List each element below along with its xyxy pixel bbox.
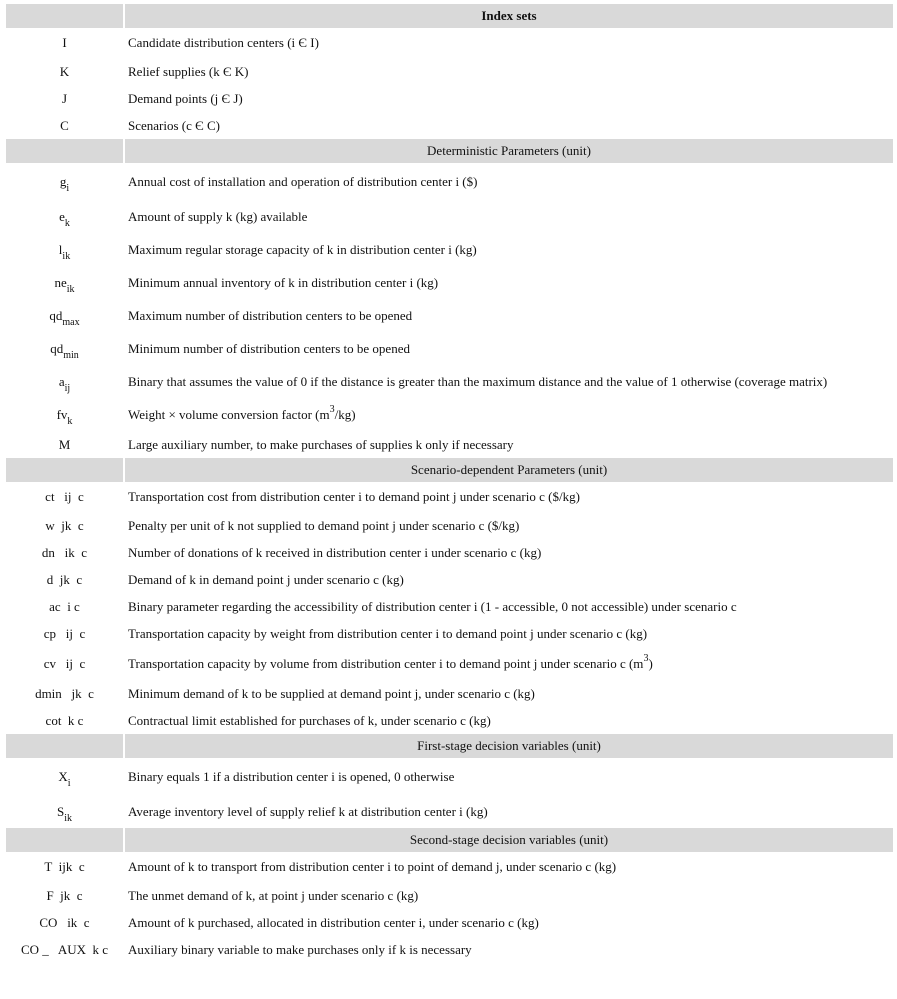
table-row [6, 593, 893, 620]
description: Maximum number of distribution centers to be opened [128, 307, 413, 323]
description-text: Transportation capacity by volume from distribution center i to demand point j under scenario c (m [128, 655, 644, 671]
symbol-text: cp ij c [43, 625, 86, 641]
description: Minimum number of distribution centers to be opened [128, 340, 410, 356]
description-text: ) [648, 655, 653, 671]
symbol-text: CO _ AUX k c [20, 941, 109, 957]
table-row [6, 112, 893, 139]
description: Auxiliary binary variable to make purchases only if k is necessary [128, 941, 472, 957]
symbol-text: ac i c [49, 598, 80, 614]
description: Demand of k in demand point j under scenario c (kg) [128, 571, 404, 587]
symbol-text: X [58, 768, 68, 784]
table-row [6, 680, 893, 707]
description: Binary equals 1 if a distribution center i is opened, 0 otherwise [128, 768, 455, 784]
description: Candidate distribution centers (i Є I) [128, 35, 319, 50]
description: Annual cost of installation and operation of distribution center i ($) [128, 173, 478, 189]
symbol [6, 936, 123, 963]
description: Contractual limit established for purchases of k, under scenario c (kg) [128, 712, 491, 728]
symbol-text: S [56, 803, 65, 819]
symbol-subscript: max [62, 316, 80, 328]
description: Binary that assumes the value of 0 if the distance is greater than the maximum distance and the value of 1 otherwise (coverage matrix) [128, 373, 828, 389]
table-row [6, 852, 893, 882]
section-header-blank [6, 828, 123, 852]
symbol-subscript: k [67, 415, 73, 427]
symbol-text: g [59, 173, 67, 189]
symbol-text: l [58, 241, 63, 257]
description: Minimum annual inventory of k in distribution center i (kg) [128, 274, 439, 290]
symbol-text: F jk c [46, 887, 83, 903]
symbol-text: w jk c [45, 517, 84, 533]
description: Amount of k to transport from distribution center i to point of demand j, under scenario c (kg) [128, 859, 617, 874]
symbol-text: e [59, 208, 65, 224]
symbol [6, 680, 123, 707]
symbol [6, 299, 123, 332]
symbol [6, 882, 123, 909]
description [125, 647, 893, 680]
table-row [6, 266, 893, 299]
section-header-first-stage-variables [6, 734, 893, 758]
section-header-deterministic-parameters [6, 139, 893, 163]
symbol [6, 28, 123, 58]
symbol [6, 112, 123, 139]
table-row [6, 482, 893, 512]
symbol [6, 431, 123, 458]
symbol-text: ne [54, 274, 67, 290]
table-row [6, 620, 893, 647]
description: Minimum demand of k to be supplied at demand point j, under scenario c (kg) [128, 685, 535, 701]
table-row [6, 163, 893, 200]
symbol-text: CO ik c [39, 914, 90, 930]
table-row [6, 299, 893, 332]
notation-table [4, 4, 895, 963]
table-row [6, 200, 893, 233]
description: Transportation capacity by weight from distribution center i to demand point j under scenario c (kg) [128, 625, 648, 641]
description: Amount of k purchased, allocated in distribution center i, under scenario c (kg) [128, 914, 539, 930]
symbol [6, 539, 123, 566]
symbol [6, 266, 123, 299]
table-row [6, 431, 893, 458]
section-title: Scenario-dependent Parameters (unit) [125, 458, 893, 482]
symbol [6, 398, 123, 431]
section-header-blank [6, 458, 123, 482]
description: Large auxiliary number, to make purchases of supplies k only if necessary [128, 436, 514, 452]
table-row [6, 365, 893, 398]
table-row [6, 936, 893, 963]
section-header-blank [6, 139, 123, 163]
symbol-subscript: i [66, 182, 70, 194]
description: Relief supplies (k Є K) [128, 63, 249, 79]
section-header-blank [6, 4, 123, 28]
symbol [6, 909, 123, 936]
symbol [6, 365, 123, 398]
symbol [6, 795, 123, 828]
description: The unmet demand of k, at point j under scenario c (kg) [128, 887, 419, 903]
symbol-subscript: ij [64, 382, 71, 394]
symbol-subscript: ik [62, 250, 71, 262]
description: Number of donations of k received in distribution center i under scenario c (kg) [128, 544, 542, 560]
symbol-text: qd [50, 340, 64, 356]
table-row [6, 909, 893, 936]
description: Average inventory level of supply relief k at distribution center i (kg) [128, 803, 488, 819]
section-title: Deterministic Parameters (unit) [125, 139, 893, 163]
symbol-text: J [61, 90, 68, 106]
symbol [6, 647, 123, 680]
section-title: Second-stage decision variables (unit) [125, 828, 893, 852]
symbol [6, 620, 123, 647]
description: Scenarios (c Є C) [128, 117, 220, 133]
symbol-text: fv [56, 406, 68, 422]
table-row [6, 233, 893, 266]
symbol-text: C [60, 117, 69, 133]
description: Binary parameter regarding the accessibility of distribution center i (1 - accessible, 0 not accessible) under scenario c [128, 598, 737, 614]
description-superscript: 3 [643, 652, 649, 664]
symbol-text: cv ij c [43, 655, 86, 671]
table-row [6, 398, 893, 431]
symbol-text: qd [49, 307, 63, 323]
section-header-blank [6, 734, 123, 758]
symbol-text: T ijk c [44, 859, 85, 874]
table-row [6, 332, 893, 365]
table-row [6, 566, 893, 593]
symbol-subscript: ik [66, 283, 75, 295]
description-text: Weight × volume conversion factor (m [128, 406, 330, 422]
symbol-subscript: k [64, 217, 70, 229]
section-header-scenario-parameters [6, 458, 893, 482]
table-row [6, 707, 893, 734]
symbol-text: M [58, 436, 71, 452]
description: Penalty per unit of k not supplied to demand point j under scenario c ($/kg) [128, 517, 520, 533]
symbol-subscript: min [63, 349, 79, 361]
table-row [6, 882, 893, 909]
section-header-index-sets [6, 4, 893, 28]
symbol [6, 512, 123, 539]
symbol-text: d jk c [46, 571, 83, 587]
symbol-text: K [59, 63, 70, 79]
description [125, 398, 893, 431]
table-row [6, 795, 893, 828]
symbol-text: dmin jk c [35, 685, 94, 701]
description: Amount of supply k (kg) available [128, 208, 308, 224]
symbol-text: cot k c [45, 712, 84, 728]
description-superscript: 3 [329, 403, 335, 415]
symbol [6, 758, 123, 795]
description: Demand points (j Є J) [128, 90, 243, 106]
description-text: /kg) [334, 406, 356, 422]
table-row [6, 647, 893, 680]
symbol [6, 332, 123, 365]
section-header-second-stage-variables [6, 828, 893, 852]
symbol [6, 566, 123, 593]
symbol-subscript: i [67, 777, 71, 789]
symbol [6, 163, 123, 200]
section-title: First-stage decision variables (unit) [125, 734, 893, 758]
symbol [6, 85, 123, 112]
table-row [6, 512, 893, 539]
table-row [6, 539, 893, 566]
table-row [6, 58, 893, 85]
symbol-text: ct ij c [45, 489, 84, 504]
symbol [6, 233, 123, 266]
symbol-text: I [62, 35, 67, 50]
section-title: Index sets [125, 4, 893, 28]
description: Maximum regular storage capacity of k in distribution center i (kg) [128, 241, 477, 257]
symbol [6, 852, 123, 882]
symbol-subscript: ik [64, 812, 72, 824]
description: Transportation cost from distribution center i to demand point j under scenario c ($/kg) [128, 489, 580, 504]
symbol [6, 482, 123, 512]
symbol [6, 593, 123, 620]
symbol-text: dn ik c [41, 544, 88, 560]
table-row [6, 85, 893, 112]
table-row [6, 758, 893, 795]
table-row [6, 28, 893, 58]
symbol-text: a [58, 373, 65, 389]
symbol [6, 200, 123, 233]
symbol [6, 707, 123, 734]
symbol [6, 58, 123, 85]
